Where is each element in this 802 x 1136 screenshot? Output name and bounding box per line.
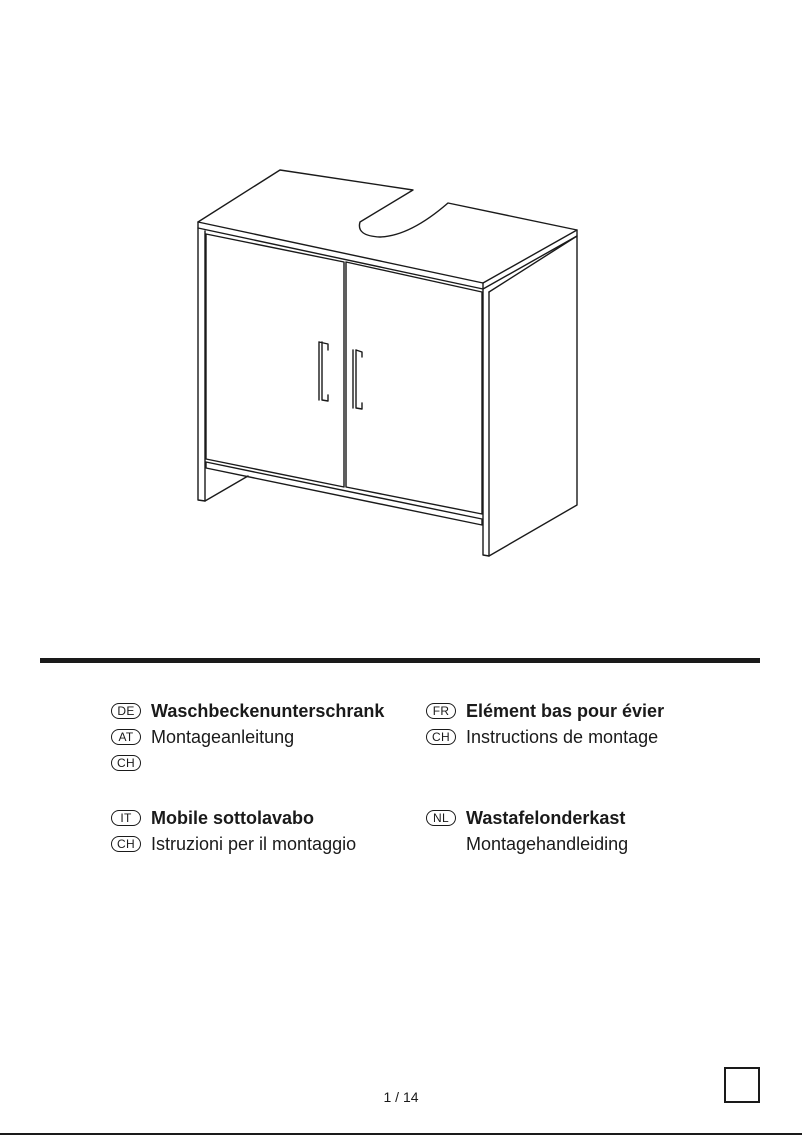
instructions-label-it: Istruzioni per il montaggio [151,833,357,854]
language-badge-at: AT [111,729,141,745]
cabinet-right-door [346,262,482,514]
product-title-it: Mobile sottolavabo [151,807,315,828]
product-title-fr: Elément bas pour évier [466,700,665,721]
left-door-handle [319,342,328,401]
language-badge-ch: CH [426,729,456,745]
right-door-handle [353,350,362,409]
cabinet-top [198,170,577,283]
language-badge-ch: CH [111,836,141,852]
product-title-de: Waschbeckenunterschrank [151,700,385,721]
bottom-edge-rule [0,1133,802,1135]
language-badge-de: DE [111,703,141,719]
instructions-label-de: Montageanleitung [151,726,295,747]
title-separator-rule [40,658,760,663]
language-block-de [111,698,384,776]
cabinet-left-door [206,234,344,487]
instructions-label-fr: Instructions de montage [466,726,659,747]
cabinet-left-side [198,228,205,501]
language-badge-nl: NL [426,810,456,826]
language-block-it [111,805,356,857]
language-block-nl [426,805,628,857]
language-badge-fr: FR [426,703,456,719]
language-block-fr [426,698,664,750]
cabinet-right-side [483,289,489,556]
page-number: 1 / 14 [383,1089,419,1105]
product-title-nl: Wastafelonderkast [466,807,626,828]
instructions-label-nl: Montagehandleiding [466,833,629,854]
language-badge-ch: CH [111,755,141,771]
corner-box [724,1067,760,1103]
language-badge-it: IT [111,810,141,826]
